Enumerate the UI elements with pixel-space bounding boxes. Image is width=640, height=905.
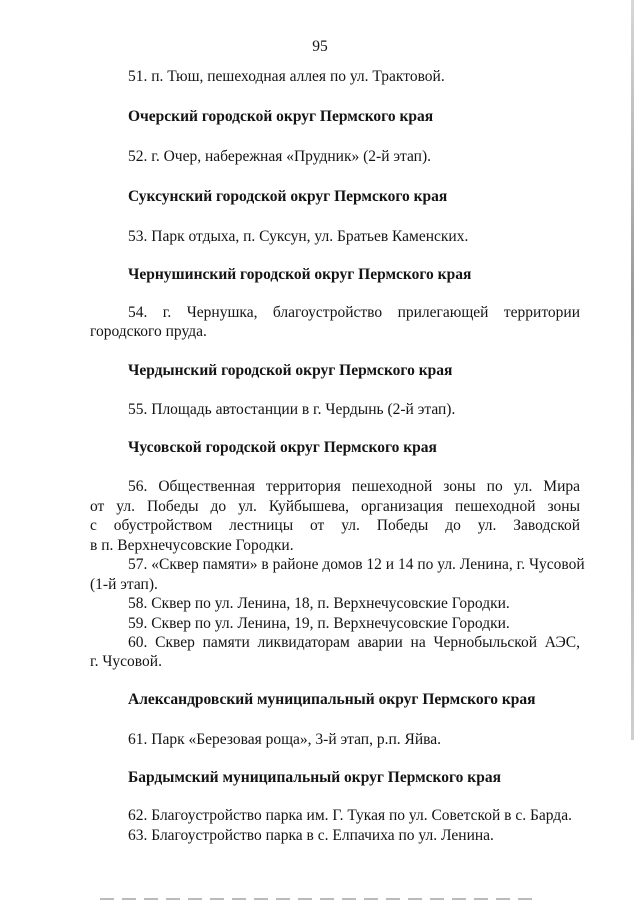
list-item-60-line1: 60. Сквер памяти ликвидаторам аварии на Чернобыльской АЭС, bbox=[128, 634, 580, 651]
scan-bottom-artifact bbox=[100, 898, 540, 900]
list-item-56-line1: 56. Общественная территория пешеходной зоны по ул. Мира bbox=[128, 478, 580, 495]
list-item-52: 52. г. Очер, набережная «Прудник» (2-й этап). bbox=[128, 148, 431, 165]
list-item-62: 62. Благоустройство парка им. Г. Тукая по ул. Советской в с. Барда. bbox=[128, 807, 572, 824]
list-item-54-line2: городского пруда. bbox=[90, 323, 207, 340]
section-heading-bardym: Бардымский муниципальный округ Пермского края bbox=[128, 769, 501, 786]
list-item-58: 58. Сквер по ул. Ленина, 18, п. Верхнечусовские Городки. bbox=[128, 595, 510, 612]
section-heading-chusovoy: Чусовской городской округ Пермского края bbox=[128, 439, 437, 456]
list-item-59: 59. Сквер по ул. Ленина, 19, п. Верхнечусовские Городки. bbox=[128, 615, 510, 632]
list-item-63: 63. Благоустройство парка в с. Елпачиха по ул. Ленина. bbox=[128, 827, 494, 844]
list-item-56-line4: в п. Верхнечусовские Городки. bbox=[90, 537, 294, 554]
list-item-55: 55. Площадь автостанции в г. Чердынь (2-й этап). bbox=[128, 401, 456, 418]
section-heading-ocher: Очерский городской округ Пермского края bbox=[128, 108, 434, 125]
list-item-51: 51. п. Тюш, пешеходная аллея по ул. Трактовой. bbox=[128, 68, 445, 85]
list-item-54-line1: 54. г. Чернушка, благоустройство прилегающей территории bbox=[128, 304, 580, 321]
section-heading-chernushka: Чернушинский городской округ Пермского края bbox=[128, 266, 472, 283]
section-heading-suksun: Суксунский городской округ Пермского края bbox=[128, 188, 448, 205]
list-item-60-line2: г. Чусовой. bbox=[90, 653, 162, 670]
list-item-56-line3: с обустройством лестницы от ул. Победы до ул. Заводской bbox=[90, 517, 580, 534]
list-item-53: 53. Парк отдыха, п. Суксун, ул. Братьев Каменских. bbox=[128, 228, 469, 245]
list-item-56-line2: от ул. Победы до ул. Куйбышева, организация пешеходной зоны bbox=[90, 498, 580, 515]
list-item-57-line1: 57. «Сквер памяти» в районе домов 12 и 14 по ул. Ленина, г. Чусовой bbox=[128, 556, 585, 573]
scan-edge-shadow bbox=[631, 0, 634, 740]
page-number: 95 bbox=[312, 38, 328, 55]
section-heading-cherdyn: Чердынский городской округ Пермского края bbox=[128, 362, 453, 379]
list-item-57-line2: (1-й этап). bbox=[90, 576, 158, 593]
list-item-61: 61. Парк «Березовая роща», 3-й этап, р.п. Яйва. bbox=[128, 731, 442, 748]
section-heading-aleksandrovsk: Александровский муниципальный округ Пермского края bbox=[128, 691, 536, 708]
